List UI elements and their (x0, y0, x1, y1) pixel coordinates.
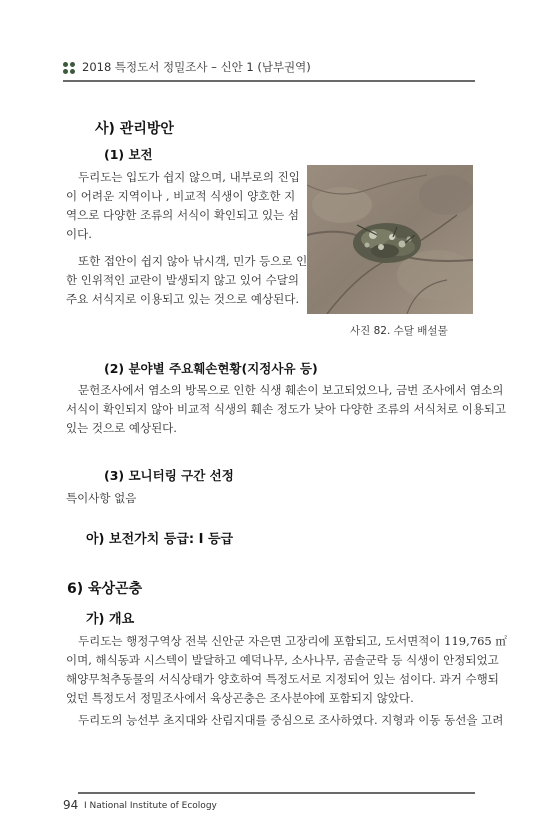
section-heading-conservation-grade: 아) 보전가치 등급: Ⅰ 등급 (86, 532, 234, 547)
header-title: 2018 특정도서 정밀조사 – 신안 1 (남부권역) (82, 60, 311, 74)
subsection-heading-overview: 가) 개요 (86, 612, 135, 627)
text-line: 두리도는 입도가 쉽지 않으며, 내부로의 진입 (78, 170, 300, 184)
header-logo-icon (63, 62, 76, 75)
text-line: 문헌조사에서 염소의 방목으로 인한 식생 훼손이 보고되었으나, 금번 조사에서 염소의 (78, 383, 504, 397)
text-line: 또한 접안이 쉽지 않아 낚시객, 민가 등으로 인 (78, 254, 308, 268)
conservation-paragraph-2 (66, 252, 307, 309)
header-divider (63, 80, 475, 82)
text-line: 한 인위적인 교란이 발생되지 않고 있어 수달의 (66, 273, 300, 287)
monitoring-text: 특이사항 없음 (66, 491, 137, 505)
text-line: 주요 서식지로 이용되고 있는 것으로 예상된다. (66, 292, 300, 306)
text-line: 역으로 다양한 조류의 서식이 확인되고 있는 섬 (66, 208, 300, 222)
subsection-heading-conservation: (1) 보전 (104, 147, 153, 162)
subsection-heading-monitoring: (3) 모니터링 구간 선정 (104, 468, 234, 483)
subsection-heading-damage-status: (2) 분야별 주요훼손현황(지정사유 등) (104, 361, 318, 376)
text-line: 이다. (66, 227, 92, 241)
otter-droppings-photo (307, 165, 473, 314)
text-line: 두리도의 능선부 초지대와 산림지대를 중심으로 조사하였다. 지형과 이동 동선을 고려 (78, 713, 504, 727)
text-line: 이 어려운 지역이나 , 비교적 식생이 양호한 지 (66, 189, 296, 203)
section-heading-management: 사) 관리방안 (95, 121, 174, 137)
section-heading-terrestrial-insects: 6) 육상곤충 (67, 581, 143, 597)
conservation-paragraph-1 (66, 168, 300, 244)
text-line: 해양무척추동물의 서식상태가 양호하여 특정도서로 지정되어 있는 섬이다. 과거 수행되 (66, 672, 499, 686)
text-line: 두리도는 행정구역상 전북 신안군 자은면 고장리에 포함되고, 도서면적이 119,765 ㎡ (78, 634, 507, 648)
footer-divider (78, 792, 475, 794)
text-line: 었던 특정도서 정밀조사에서 육상곤충은 조사분야에 포함되지 않았다. (66, 691, 414, 705)
overview-paragraph-2 (66, 711, 503, 730)
text-line: 있는 것으로 예상된다. (66, 421, 177, 435)
damage-status-paragraph (66, 381, 506, 438)
overview-paragraph-1 (66, 632, 507, 708)
footer-institution (84, 801, 217, 811)
page-number: 94 (63, 798, 79, 812)
text-line: 이며, 해식동과 시스텍이 발달하고 예덕나무, 소사나무, 곰솔군락 등 식생이 안정되었고 (66, 653, 499, 667)
footer-institution-name: National Institute of Ecology (89, 801, 217, 811)
text-line: 서식이 확인되지 않아 비교적 식생의 훼손 정도가 낮아 다양한 조류의 서식처로 이용되고 (66, 402, 507, 416)
footer-separator: I (84, 801, 87, 811)
photo-caption: 사진 82. 수달 배설물 (350, 325, 448, 337)
